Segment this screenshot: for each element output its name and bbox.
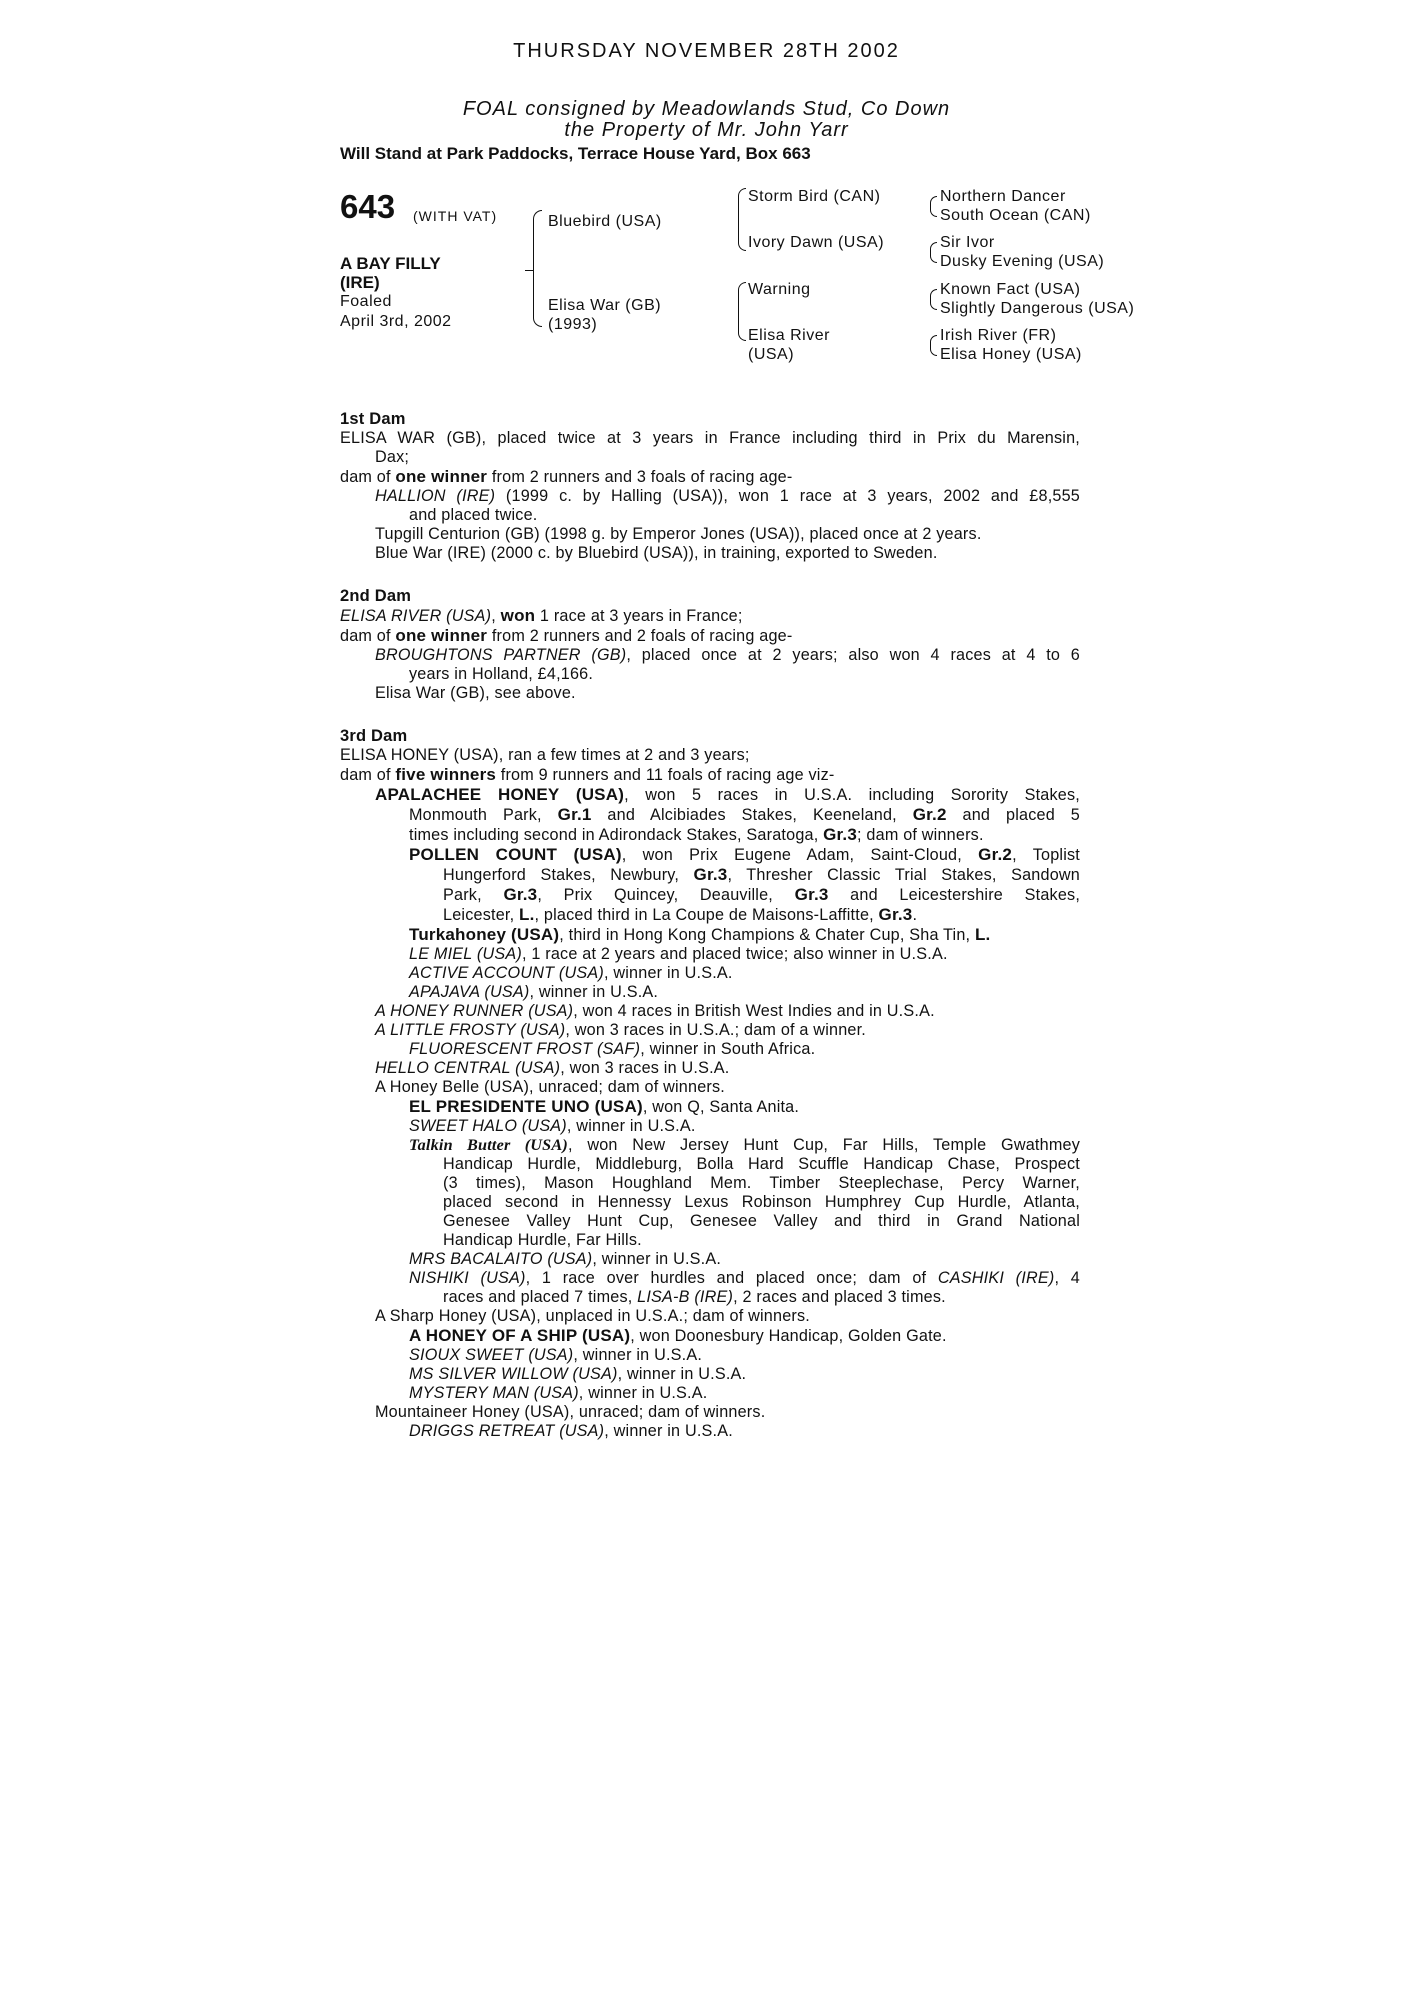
pedigree-ggp-4: Dusky Evening (USA) [940,253,1105,270]
third-dam-line: Hungerford Stakes, Newbury, Gr.3, Thresher Classic Trial Stakes, Sandown [443,865,1080,884]
property-line: the Property of Mr. John Yarr [564,119,849,141]
pedigree-sire: Bluebird (USA) [548,213,662,230]
pedigree-ggp-5: Known Fact (USA) [940,281,1081,298]
pedigree-ggp-8: Elisa Honey (USA) [940,346,1082,363]
pedigree-brace-top [533,210,542,273]
pedigree-brace-bottom [533,272,542,327]
third-dam-line: Talkin Butter (USA), won New Jersey Hunt Cup, Far Hills, Temple Gwathmey [409,1136,1080,1154]
stand-location: Will Stand at Park Paddocks, Terrace House Yard, Box 663 [340,144,811,163]
pedigree-dam-dam-origin: (USA) [748,346,795,363]
third-dam-line: Turkahoney (USA), third in Hong Kong Champions & Chater Cup, Sha Tin, L. [409,925,991,944]
third-dam-line: Genesee Valley Hunt Cup, Genesee Valley and third in Grand National [443,1212,1080,1230]
first-dam-line: HALLION (IRE) (1999 c. by Halling (USA)), won 1 race at 3 years, 2002 and £8,555 [375,487,1080,505]
third-dam-line: A LITTLE FROSTY (USA), won 3 races in U.S.A.; dam of a winner. [375,1021,867,1039]
brace-ggp-3-bottom [930,299,937,310]
horse-description: A BAY FILLY [340,254,441,273]
third-dam-line: times including second in Adirondack Stakes, Saratoga, Gr.3; dam of winners. [409,825,984,844]
third-dam-line: FLUORESCENT FROST (SAF), winner in South Africa. [409,1040,816,1058]
produce-record [340,410,1080,1441]
third-dam-line: ELISA HONEY (USA), ran a few times at 2 and 3 years; [340,746,750,764]
second-dam-line: Elisa War (GB), see above. [375,684,576,702]
foaled-label: Foaled [340,293,392,310]
third-dam-line: A HONEY RUNNER (USA), won 4 races in British West Indies and in U.S.A. [375,1002,935,1020]
third-dam-line: placed second in Hennessy Lexus Robinson Humphrey Cup Hurdle, Atlanta, [443,1193,1080,1211]
third-dam-line: Leicester, L., placed third in La Coupe de Maisons-Laffitte, Gr.3. [443,905,918,924]
third-dam-line: SIOUX SWEET (USA), winner in U.S.A. [409,1346,703,1364]
third-dam-line: SWEET HALO (USA), winner in U.S.A. [409,1117,696,1135]
pedigree-sire-dam: Ivory Dawn (USA) [748,234,885,251]
third-dam-line: NISHIKI (USA), 1 race over hurdles and placed once; dam of CASHIKI (IRE), 4 [409,1269,1080,1287]
first-dam-line: Dax; [375,448,410,466]
third-dam-line: dam of five winners from 9 runners and 11 foals of racing age viz- [340,765,835,784]
third-dam-line: A HONEY OF A SHIP (USA), won Doonesbury Handicap, Golden Gate. [409,1326,947,1345]
foaled-date: April 3rd, 2002 [340,313,452,330]
brace-sire-top [738,188,746,215]
third-dam-line: races and placed 7 times, LISA-B (IRE), 2 races and placed 3 times. [443,1288,946,1306]
second-dam-line: years in Holland, £4,166. [409,665,594,683]
third-dam-heading: 3rd Dam [340,727,408,745]
third-dam-line: MYSTERY MAN (USA), winner in U.S.A. [409,1384,708,1402]
first-dam-line: Blue War (IRE) (2000 c. by Bluebird (USA)), in training, exported to Sweden. [375,544,938,562]
third-dam-line: (3 times), Mason Houghland Mem. Timber Steeplechase, Percy Warner, [443,1174,1080,1192]
third-dam-line: POLLEN COUNT (USA), won Prix Eugene Adam, Saint-Cloud, Gr.2, Toplist [409,845,1080,864]
lot-number: 643 [340,188,396,225]
third-dam-line: APALACHEE HONEY (USA), won 5 races in U.S.A. including Sorority Stakes, [375,785,1080,804]
third-dam-line: MRS BACALAITO (USA), winner in U.S.A. [409,1250,722,1268]
pedigree-brace-tip [525,270,533,273]
brace-dam-top [738,282,746,305]
vat-note: (WITH VAT) [413,208,498,224]
brace-sire-bottom [738,214,746,251]
pedigree-ggp-2: South Ocean (CAN) [940,207,1091,224]
third-dam-line: LE MIEL (USA), 1 race at 2 years and placed twice; also winner in U.S.A. [409,945,948,963]
third-dam-line: EL PRESIDENTE UNO (USA), won Q, Santa Anita. [409,1097,800,1116]
third-dam-line: Mountaineer Honey (USA), unraced; dam of winners. [375,1403,766,1421]
brace-ggp-2-bottom [930,252,937,263]
second-dam-heading: 2nd Dam [340,587,412,605]
horse-origin: (IRE) [340,273,380,292]
pedigree-dam-year: (1993) [548,316,598,333]
pedigree-ggp-3: Sir Ivor [940,234,995,251]
third-dam-line: HELLO CENTRAL (USA), won 3 races in U.S.A. [375,1059,730,1077]
brace-ggp-4-bottom [930,345,937,356]
pedigree-sire-sire: Storm Bird (CAN) [748,188,881,205]
second-dam-line: ELISA RIVER (USA), won 1 race at 3 years in France; [340,606,743,625]
third-dam-line: MS SILVER WILLOW (USA), winner in U.S.A. [409,1365,747,1383]
third-dam-line: Handicap Hurdle, Far Hills. [443,1231,642,1249]
brace-dam-bottom [738,304,746,341]
third-dam-line: ACTIVE ACCOUNT (USA), winner in U.S.A. [409,964,733,982]
third-dam-line: Monmouth Park, Gr.1 and Alcibiades Stakes, Keeneland, Gr.2 and placed 5 [409,805,1081,824]
pedigree-dam-sire: Warning [748,281,811,298]
pedigree-ggp-7: Irish River (FR) [940,327,1057,344]
second-dam-line: BROUGHTONS PARTNER (GB), placed once at 2 years; also won 4 races at 4 to 6 [375,646,1081,664]
pedigree-ggp-1: Northern Dancer [940,188,1066,205]
third-dam-line: Park, Gr.3, Prix Quincey, Deauville, Gr.3 and Leicestershire Stakes, [443,885,1081,904]
first-dam-line: and placed twice. [409,506,538,524]
third-dam-line: DRIGGS RETREAT (USA), winner in U.S.A. [409,1422,733,1440]
third-dam-line: A Honey Belle (USA), unraced; dam of winners. [375,1078,725,1096]
pedigree-dam-dam: Elisa River [748,327,830,344]
pedigree-ggp-6: Slightly Dangerous (USA) [940,300,1135,317]
pedigree-dam: Elisa War (GB) [548,297,662,314]
third-dam-line: APAJAVA (USA), winner in U.S.A. [409,983,659,1001]
first-dam-line: dam of one winner from 2 runners and 3 foals of racing age- [340,467,793,486]
second-dam-line: dam of one winner from 2 runners and 2 foals of racing age- [340,626,793,645]
third-dam-line: Handicap Hurdle, Middleburg, Bolla Hard Scuffle Handicap Chase, Prospect [443,1155,1080,1173]
sale-date: THURSDAY NOVEMBER 28TH 2002 [513,40,900,62]
first-dam-line: ELISA WAR (GB), placed twice at 3 years in France including third in Prix du Marensin, [340,429,1080,447]
consignor-line: FOAL consigned by Meadowlands Stud, Co Down [462,98,951,120]
first-dam-line: Tupgill Centurion (GB) (1998 g. by Emperor Jones (USA)), placed once at 2 years. [375,525,982,543]
first-dam-heading: 1st Dam [340,410,406,428]
third-dam-line: A Sharp Honey (USA), unplaced in U.S.A.; dam of winners. [375,1307,810,1325]
brace-ggp-1-bottom [930,206,937,217]
